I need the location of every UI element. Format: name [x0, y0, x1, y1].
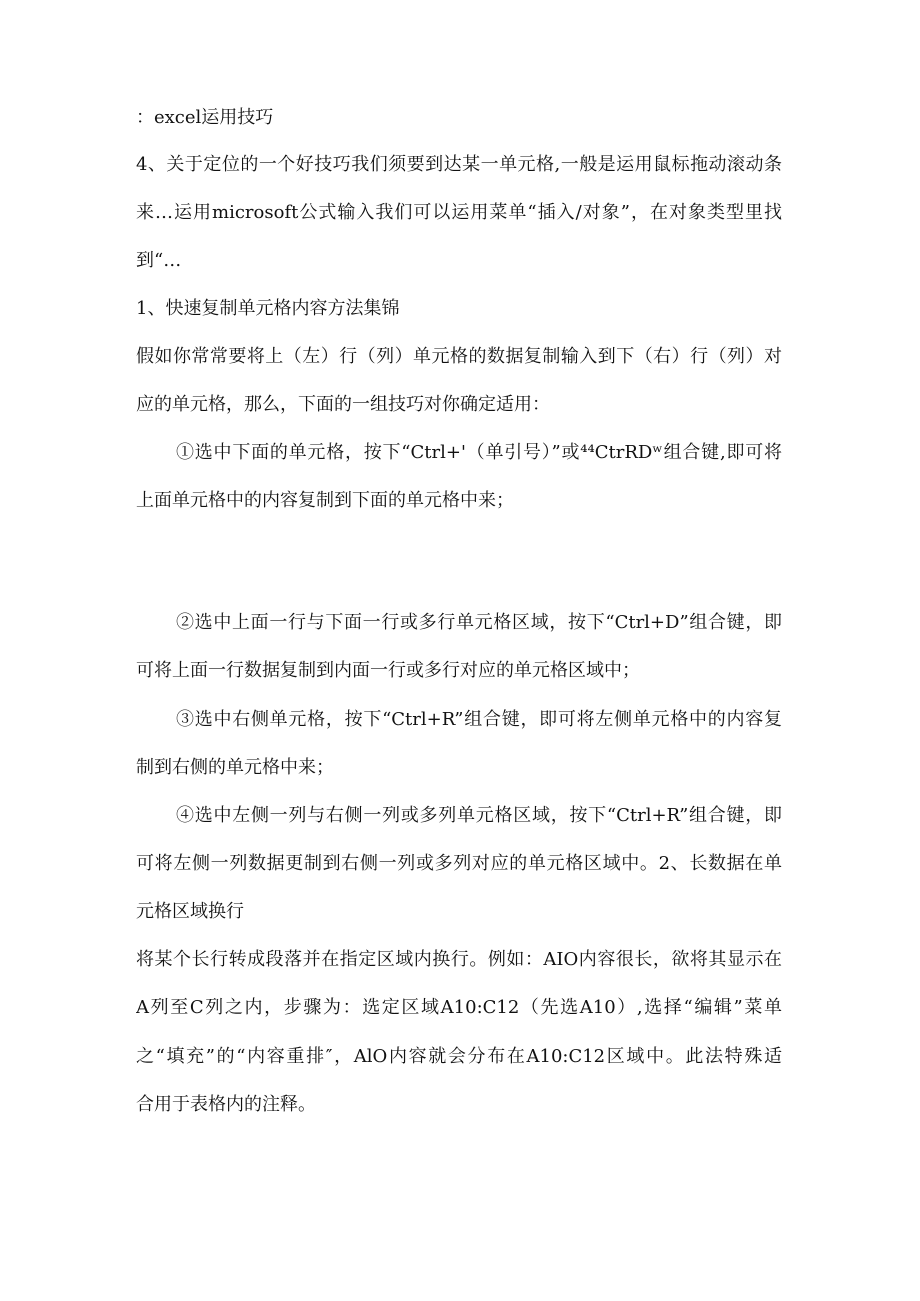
tip-line: 制到右侧的单元格中来；: [136, 757, 334, 778]
tip-line: ③选中右侧单元格，按下“Ctrl+R”组合键，即可将左侧单元格中的内容复: [176, 709, 782, 730]
tip-line: 上面单元格中的内容复制到下面的单元格中来；: [136, 490, 514, 511]
paragraph-line: 之“填充”的“内容重排″，AlO内容就会分布在A10:C12区域中。此法特殊适: [136, 1046, 782, 1067]
tip-line: 可将上面一行数据复制到内面一行或多行对应的单元格区域中；: [136, 660, 640, 681]
tip-line: ②选中上面一行与下面一行或多行单元格区域，按下“Ctrl+D”组合键，即: [176, 612, 782, 633]
paragraph-line: 将某个长行转成段落并在指定区域内换行。例如：AIO内容很长，欲将其显示在: [136, 949, 782, 970]
paragraph-line: 假如你常常要将上（左）行（列）单元格的数据复制输入到下（右）行（列）对: [136, 346, 782, 367]
paragraph-line: 到“…: [136, 250, 182, 271]
paragraph-line: 应的单元格，那么，下面的一组技巧对你确定适用：: [136, 394, 550, 415]
paragraph-line: 来…运用microsoft公式输入我们可以运用菜单“插入/对象”，在对象类型里找: [136, 202, 782, 223]
paragraph-line: 可将左侧一列数据更制到右侧一列或多列对应的单元格区域中。2、长数据在单: [136, 853, 782, 874]
paragraph-line: A列至C列之内，步骤为：选定区域A10:C12（先选A10）,选择“编辑”菜单: [136, 997, 782, 1018]
tip-line: ①选中下面的单元格，按下“Ctrl+'（单引号）”或⁴⁴CtrRDʷ组合键,即可将: [176, 442, 782, 463]
paragraph-line: 4、关于定位的一个好技巧我们须要到达某一单元格,一般是运用鼠标拖动滚动条: [136, 154, 782, 175]
doc-heading: ：excel运用技巧: [136, 107, 274, 128]
paragraph-line: 合用于表格内的注释。: [136, 1094, 316, 1115]
paragraph-line: 元格区域换行: [136, 901, 244, 922]
section-heading: 1、快速复制单元格内容方法集锦: [136, 298, 400, 319]
tip-line: ④选中左侧一列与右侧一列或多列单元格区域，按下“Ctrl+R”组合键，即: [176, 805, 782, 826]
